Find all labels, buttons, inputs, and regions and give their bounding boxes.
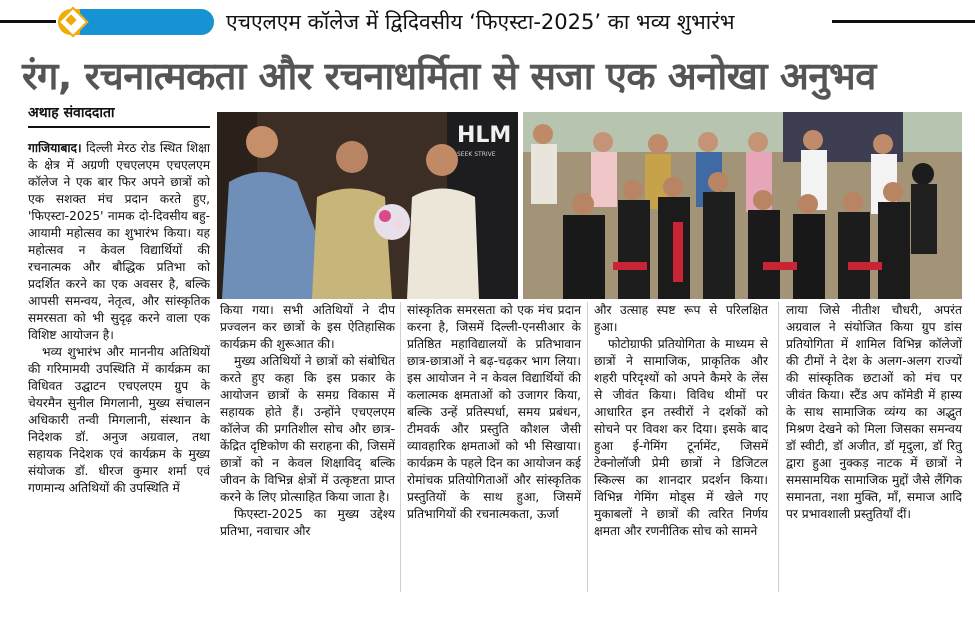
article-paragraph: लाया जिसे नीतीश चौधरी, अपरंत अग्रवाल ने संयोजित किया ग्रुप डांस प्रतियोगिता में शामिल विभिन्न कॉलेजों की टीमों ने देश के अलग-अलग राज्यों की सांस्कृतिक छटाओं को मंच पर जीवंत किया। स्टैंड अप कॉमेडी में हास्य के साथ सामाजिक व्यंग्य का अद्भुत मिश्रण देखने को मिला जिसका समन्वय डॉ स्वीटी, डॉ अजीत, डॉ मृदुला, डॉ रितु द्वारा हुआ नुक्कड़ नाटक में छात्रों ने समसामयिक सामाजिक मुद्दों जैसे लैंगिक समानता, नशा मुक्ति, माँ, समाज आदि पर प्रभावशाली प्रस्तुतियाँ दीं।: [786, 303, 962, 521]
article-column-4: [594, 302, 768, 540]
felicitation-photo-icon: [217, 112, 518, 299]
dateline: गाजियाबाद।: [28, 141, 82, 155]
byline: अथाह संवाददाता: [28, 105, 115, 121]
column-divider: [400, 302, 401, 592]
article-paragraph: फिएस्टा-2025 का मुख्य उद्देश्य प्रतिभा, नवाचार और: [220, 507, 395, 538]
backdrop-logo-text: HLM: [457, 123, 512, 148]
article-paragraph: किया गया। सभी अतिथियों ने दीप प्रज्वलन कर छात्रों के इस ऐतिहासिक कार्यक्रम की शुरूआत की।: [220, 303, 395, 351]
paragraph-text: दिल्ली मेरठ रोड स्थित शिक्षा के क्षेत्र में अग्रणी एचएलएम एचएलएम कॉलेज ने एक बार फिर अपने छात्रों को एक सशक्त मंच प्रदान करते हुए, 'फिएस्टा-2025' नामक दो-दिवसीय बहु-आयामी महोत्सव का शुभारंभ किया। यह महोत्सव न केवल विद्यार्थियों की रचनात्मक और बौद्धिक प्रतिभा को प्रदर्शित करने का एक अवसर है, बल्कि आपसी समन्वय, नेतृत्व, और सांस्कृतिक समरसता को भी सुदृढ़ करने वाला एक विशिष्ट आयोजन है।: [28, 141, 210, 342]
backdrop-sub-text: SEEK STRIVE: [457, 151, 496, 158]
kicker-headline: एचएलएम कॉलेज में द्विदिवसीय ‘फिएस्टा-2025’ का भव्य शुभारंभ: [226, 10, 735, 34]
byline-rule: [28, 126, 210, 128]
header-ornament-blue: [80, 9, 214, 35]
header-rule-right: [832, 20, 975, 23]
group-photo-icon: [523, 112, 962, 299]
header-rule-left: [0, 20, 56, 23]
article-paragraph: फोटोग्राफी प्रतियोगिता के माध्यम से छात्रों ने सामाजिक, प्राकृतिक और शहरी परिदृश्यों को अपने कैमरे के लेंस से जीवंत किया। विविध थीमों पर आधारित इन तस्वीरों ने दर्शकों को सोचने पर विवश कर दिया। इसके बाद हुआ ई-गेमिंग टूर्नामेंट, जिसमें टेक्नोलॉजी प्रेमी छात्रों ने डिजिटल स्किल्स का शानदार प्रदर्शन किया। विभिन्न गेमिंग मोड्स में खेले गए मुकाबलों ने छात्रों की त्वरित निर्णय क्षमता और रणनीतिक सोच को सामने: [594, 337, 768, 538]
article-paragraph: भव्य शुभारंभ और माननीय अतिथियों की गरिमामयी उपस्थिति में कार्यक्रम का विधिवत उद्घाटन एचएलएम ग्रुप के चेयरमैन सुनील मिगलानी, मुख्य संचालन अधिकारी तन्वी मिगलानी, संस्थान के निदेशक डॉ. अनुज अग्रवाल, तथा सहायक निदेशक एवं कार्यक्रम के मुख्य संयोजक डॉ. धीरज कुमार शर्मा एवं गणमान्य अतिथियों की उपस्थिति में: [28, 345, 210, 495]
felicitation-photo: [217, 112, 518, 299]
article-paragraph: [28, 140, 210, 344]
group-photo: [523, 112, 962, 299]
main-headline: रंग, रचनात्मकता और रचनाधर्मिता से सजा एक अनोखा अनुभव: [22, 54, 876, 98]
article-column-2: [220, 302, 395, 540]
article-paragraph: और उत्साह स्पष्ट रूप से परिलक्षित हुआ।: [594, 303, 768, 334]
article-column-5: [786, 302, 962, 523]
header-band: [0, 0, 975, 46]
article-paragraph: सांस्कृतिक समरसता को एक मंच प्रदान करना है, जिसमें दिल्ली-एनसीआर के प्रतिष्ठित महाविद्यालयों के प्रतिभावान छात्र-छात्राओं ने बढ़-चढ़कर भाग लिया। इस आयोजन ने न केवल विद्यार्थियों की कलात्मक क्षमताओं को उजागर किया, बल्कि उन्हें प्रतिस्पर्धा, समय प्रबंधन, टीमवर्क और प्रस्तुति कौशल जैसी व्यावहारिक क्षमताओं को भी सिखाया। कार्यक्रम के पहले दिन का आयोजन कई रोमांचक प्रतियोगिताओं और सांस्कृतिक प्रस्तुतियों के साथ हुआ, जिसमें प्रतिभागियों की रचनात्मकता, ऊर्जा: [407, 303, 581, 521]
column-divider: [587, 302, 588, 592]
article-column-1: [28, 140, 210, 497]
column-divider: [778, 302, 779, 592]
article-column-3: [407, 302, 581, 523]
article-paragraph: मुख्य अतिथियों ने छात्रों को संबोधित करते हुए कहा कि इस प्रकार के आयोजन छात्रों के समग्र विकास में सहायक होते हैं। उन्होंने एचएलएम कॉलेज की प्रगतिशील सोच और छात्र-केंद्रित दृष्टिकोण की सराहना की, जिसमें छात्रों को न केवल शिक्षाविद् बल्कि जीवन के विभिन्न क्षेत्रों में उत्कृष्टता प्राप्त करने के लिए प्रोत्साहित किया जाता है।: [220, 354, 395, 504]
